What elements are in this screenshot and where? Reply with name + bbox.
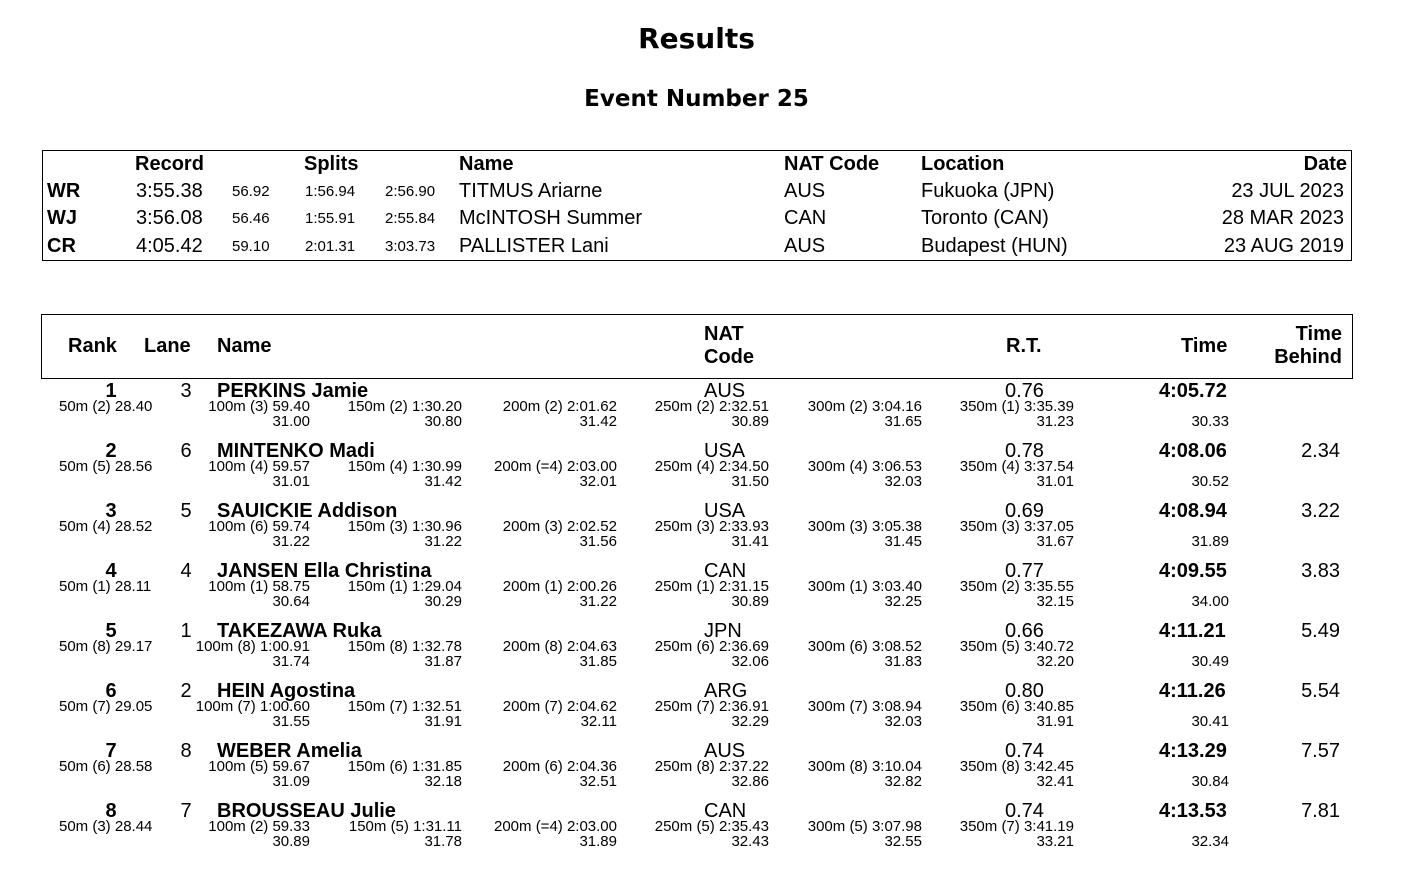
result-rt: 0.74 [1005,740,1044,762]
record-location: Fukuoka (JPN) [921,180,1055,202]
records-header-nat: NAT Code [784,153,880,175]
record-date: 23 JUL 2023 [1231,180,1344,202]
split-delta-350m: 33.21 [1036,833,1074,850]
split-delta-200m: 31.56 [579,533,617,550]
split-delta-300m: 32.55 [884,833,922,850]
result-rank: 3 [105,500,117,522]
split-250m: 250m (6) 2:36.69 [654,638,769,655]
split-delta-150m: 31.87 [424,653,462,670]
split-100m: 100m (6) 59.74 [208,518,310,535]
split-300m: 300m (4) 3:06.53 [807,458,922,475]
header-time: Time [1181,335,1228,357]
record-location: Toronto (CAN) [921,207,1049,229]
split-300m: 300m (8) 3:10.04 [807,758,922,775]
split-150m: 150m (2) 1:30.20 [347,398,462,415]
record-date: 28 MAR 2023 [1221,207,1344,229]
split-delta-400m: 30.84 [1191,773,1229,790]
result-lane: 1 [180,620,192,642]
record-s1: 56.92 [232,183,270,200]
split-150m: 150m (6) 1:31.85 [347,758,462,775]
split-delta-350m: 31.67 [1036,533,1074,550]
split-50m: 50m (2) 28.40 [59,398,153,415]
split-delta-200m: 32.01 [579,473,617,490]
result-rt: 0.66 [1005,620,1044,642]
split-300m: 300m (2) 3:04.16 [807,398,922,415]
record-nat: AUS [784,180,826,202]
event-number: Event Number 25 [584,86,809,112]
record-row-wr [43,180,1351,207]
split-delta-200m: 32.11 [580,713,617,730]
result-name: WEBER Amelia [217,740,362,762]
split-50m: 50m (1) 28.11 [59,578,152,595]
split-delta-200m: 32.51 [579,773,617,790]
header-nat-line2: Code [704,346,754,368]
split-350m: 350m (2) 3:35.55 [959,578,1074,595]
result-time: 4:13.53 [1159,800,1227,822]
split-delta-350m: 31.23 [1036,413,1074,430]
result-rank: 5 [105,620,117,642]
split-delta-300m: 32.82 [884,773,922,790]
results-header [41,314,1353,379]
split-delta-150m: 31.78 [424,833,462,850]
split-delta-100m: 31.01 [272,473,310,490]
result-name: JANSEN Ella Christina [217,560,432,582]
result-lane: 3 [180,380,192,402]
records-header-splits: Splits [304,153,359,175]
split-delta-150m: 31.91 [424,713,462,730]
split-50m: 50m (6) 28.58 [59,758,153,775]
split-350m: 350m (6) 3:40.85 [959,698,1074,715]
record-s2: 1:55.91 [305,210,356,227]
split-250m: 250m (8) 2:37.22 [654,758,769,775]
split-delta-250m: 31.41 [731,533,769,550]
result-behind: 7.57 [1301,740,1340,762]
record-abbr: WJ [47,207,77,229]
result-time: 4:11.21 [1159,620,1226,642]
split-50m: 50m (3) 28.44 [59,818,153,835]
split-250m: 250m (7) 2:36.91 [654,698,769,715]
result-behind: 2.34 [1301,440,1340,462]
result-name: SAUICKIE Addison [217,500,398,522]
result-rank: 4 [105,560,117,582]
split-350m: 350m (5) 3:40.72 [959,638,1074,655]
split-delta-350m: 32.20 [1036,653,1074,670]
split-300m: 300m (3) 3:05.38 [807,518,922,535]
record-location: Budapest (HUN) [921,235,1068,257]
result-name: MINTENKO Madi [217,440,375,462]
result-rank: 8 [105,800,117,822]
split-100m: 100m (2) 59.33 [208,818,310,835]
record-abbr: WR [47,180,81,202]
result-rt: 0.76 [1005,380,1044,402]
result-nat: ARG [704,680,748,702]
split-delta-100m: 31.00 [272,413,310,430]
result-lane: 6 [180,440,192,462]
result-rank: 1 [105,380,117,402]
split-delta-250m: 32.86 [731,773,769,790]
result-rt: 0.80 [1005,680,1044,702]
records-header-name: Name [459,153,514,175]
record-time: 3:56.08 [136,207,203,229]
split-delta-300m: 32.03 [884,473,922,490]
split-100m: 100m (8) 1:00.91 [195,638,310,655]
split-200m: 200m (7) 2:04.62 [502,698,617,715]
split-200m: 200m (6) 2:04.36 [502,758,617,775]
result-name: HEIN Agostina [217,680,356,702]
split-delta-400m: 30.41 [1191,713,1229,730]
result-row [0,560,1419,620]
result-row [0,500,1419,560]
split-250m: 250m (3) 2:33.93 [654,518,769,535]
split-delta-300m: 32.03 [884,713,922,730]
split-delta-300m: 31.65 [884,413,922,430]
result-lane: 8 [180,740,192,762]
split-delta-400m: 32.34 [1191,833,1229,850]
result-behind: 5.54 [1301,680,1340,702]
result-row [0,680,1419,740]
split-250m: 250m (4) 2:34.50 [654,458,769,475]
split-delta-250m: 32.29 [731,713,769,730]
split-delta-250m: 31.50 [731,473,769,490]
split-delta-150m: 30.29 [424,593,462,610]
header-rt: R.T. [1006,335,1042,357]
header-nat-line1: NAT [704,323,744,345]
records-header-record: Record [135,153,204,175]
result-time: 4:08.06 [1159,440,1227,462]
record-date: 23 AUG 2019 [1223,235,1344,257]
record-name: TITMUS Ariarne [459,180,603,202]
result-nat: AUS [704,380,746,402]
split-200m: 200m (3) 2:02.52 [502,518,617,535]
record-s1: 59.10 [232,238,270,255]
split-delta-200m: 31.22 [579,593,617,610]
record-name: PALLISTER Lani [459,235,609,257]
result-lane: 7 [180,800,192,822]
records-table [42,150,1352,261]
split-delta-250m: 32.06 [731,653,769,670]
result-nat: AUS [704,740,746,762]
record-s2: 1:56.94 [305,183,356,200]
result-lane: 4 [180,560,192,582]
split-delta-100m: 31.22 [272,533,310,550]
result-rank: 2 [105,440,117,462]
split-delta-400m: 30.33 [1191,413,1229,430]
split-300m: 300m (1) 3:03.40 [807,578,922,595]
split-350m: 350m (3) 3:37.05 [959,518,1074,535]
split-delta-150m: 32.18 [424,773,462,790]
record-s1: 56.46 [232,210,270,227]
record-s3: 2:56.90 [385,183,436,200]
result-name: BROUSSEAU Julie [217,800,396,822]
split-delta-250m: 32.43 [731,833,769,850]
split-350m: 350m (7) 3:41.19 [959,818,1074,835]
records-header-location: Location [921,153,1005,175]
split-200m: 200m (=4) 2:03.00 [494,458,617,475]
split-50m: 50m (8) 29.17 [59,638,153,655]
header-behind-line1: Time [1295,323,1342,345]
split-200m: 200m (=4) 2:03.00 [494,818,617,835]
split-250m: 250m (1) 2:31.15 [654,578,769,595]
result-rt: 0.74 [1005,800,1044,822]
result-nat: CAN [704,560,747,582]
split-delta-150m: 31.42 [424,473,462,490]
record-s3: 2:55.84 [385,210,436,227]
split-200m: 200m (8) 2:04.63 [502,638,617,655]
header-lane: Lane [144,335,191,357]
result-row [0,740,1419,800]
split-delta-100m: 30.89 [272,833,310,850]
split-delta-250m: 30.89 [731,593,769,610]
header-rank: Rank [68,335,117,357]
split-300m: 300m (5) 3:07.98 [807,818,922,835]
split-delta-400m: 30.49 [1191,653,1229,670]
split-delta-200m: 31.89 [579,833,617,850]
result-lane: 5 [180,500,192,522]
result-time: 4:11.26 [1159,680,1226,702]
split-150m: 150m (3) 1:30.96 [347,518,462,535]
records-header-date: Date [1303,153,1347,175]
split-50m: 50m (4) 28.52 [59,518,153,535]
result-rank: 7 [105,740,117,762]
result-rank: 6 [105,680,117,702]
result-name: PERKINS Jamie [217,380,369,402]
split-delta-150m: 31.22 [424,533,462,550]
split-100m: 100m (7) 1:00.60 [195,698,310,715]
split-delta-100m: 31.55 [272,713,310,730]
split-delta-350m: 31.01 [1036,473,1074,490]
split-250m: 250m (2) 2:32.51 [654,398,769,415]
split-50m: 50m (7) 29.05 [59,698,153,715]
record-s2: 2:01.31 [305,238,356,255]
result-nat: USA [704,440,746,462]
split-50m: 50m (5) 28.56 [59,458,153,475]
split-350m: 350m (1) 3:35.39 [959,398,1074,415]
result-lane: 2 [180,680,192,702]
record-row-cr [43,235,1351,262]
split-delta-100m: 30.64 [272,593,310,610]
result-rt: 0.77 [1005,560,1044,582]
result-rt: 0.78 [1005,440,1044,462]
result-row [0,800,1419,860]
split-delta-400m: 31.89 [1191,533,1229,550]
record-nat: AUS [784,235,826,257]
split-300m: 300m (6) 3:08.52 [807,638,922,655]
split-delta-100m: 31.09 [272,773,310,790]
split-delta-400m: 34.00 [1191,593,1229,610]
split-delta-150m: 30.80 [424,413,462,430]
result-behind: 7.81 [1301,800,1340,822]
split-delta-300m: 31.83 [884,653,922,670]
result-time: 4:13.29 [1159,740,1227,762]
split-delta-300m: 31.45 [884,533,922,550]
result-behind: 3.22 [1301,500,1340,522]
split-100m: 100m (5) 59.67 [208,758,310,775]
split-delta-200m: 31.42 [579,413,617,430]
split-150m: 150m (1) 1:29.04 [347,578,462,595]
result-row [0,440,1419,500]
page-title: Results [638,22,755,55]
record-abbr: CR [47,235,76,257]
record-name: McINTOSH Summer [459,207,642,229]
split-100m: 100m (1) 58.75 [208,578,310,595]
result-row [0,380,1419,440]
split-delta-350m: 32.15 [1036,593,1074,610]
split-250m: 250m (5) 2:35.43 [654,818,769,835]
split-150m: 150m (7) 1:32.51 [347,698,462,715]
result-nat: USA [704,500,746,522]
split-delta-250m: 30.89 [731,413,769,430]
split-100m: 100m (4) 59.57 [208,458,310,475]
result-rt: 0.69 [1005,500,1044,522]
result-time: 4:08.94 [1159,500,1227,522]
record-time: 4:05.42 [136,235,203,257]
result-nat: CAN [704,800,747,822]
split-150m: 150m (4) 1:30.99 [347,458,462,475]
record-row-wj [43,207,1351,234]
split-350m: 350m (4) 3:37.54 [959,458,1074,475]
result-row [0,620,1419,680]
split-100m: 100m (3) 59.40 [208,398,310,415]
result-nat: JPN [704,620,742,642]
split-200m: 200m (2) 2:01.62 [502,398,617,415]
result-name: TAKEZAWA Ruka [217,620,382,642]
result-time: 4:05.72 [1159,380,1227,402]
header-name: Name [217,335,272,357]
result-time: 4:09.55 [1159,560,1227,582]
split-delta-200m: 31.85 [579,653,617,670]
record-s3: 3:03.73 [385,238,436,255]
split-delta-350m: 31.91 [1036,713,1074,730]
split-delta-300m: 32.25 [884,593,922,610]
result-behind: 3.83 [1301,560,1340,582]
split-300m: 300m (7) 3:08.94 [807,698,922,715]
split-150m: 150m (5) 1:31.11 [348,818,462,835]
split-150m: 150m (8) 1:32.78 [347,638,462,655]
split-350m: 350m (8) 3:42.45 [959,758,1074,775]
result-behind: 5.49 [1301,620,1340,642]
split-delta-400m: 30.52 [1191,473,1229,490]
record-time: 3:55.38 [136,180,203,202]
header-behind-line2: Behind [1274,346,1342,368]
record-nat: CAN [784,207,827,229]
split-delta-100m: 31.74 [272,653,310,670]
split-200m: 200m (1) 2:00.26 [502,578,617,595]
split-delta-350m: 32.41 [1036,773,1074,790]
